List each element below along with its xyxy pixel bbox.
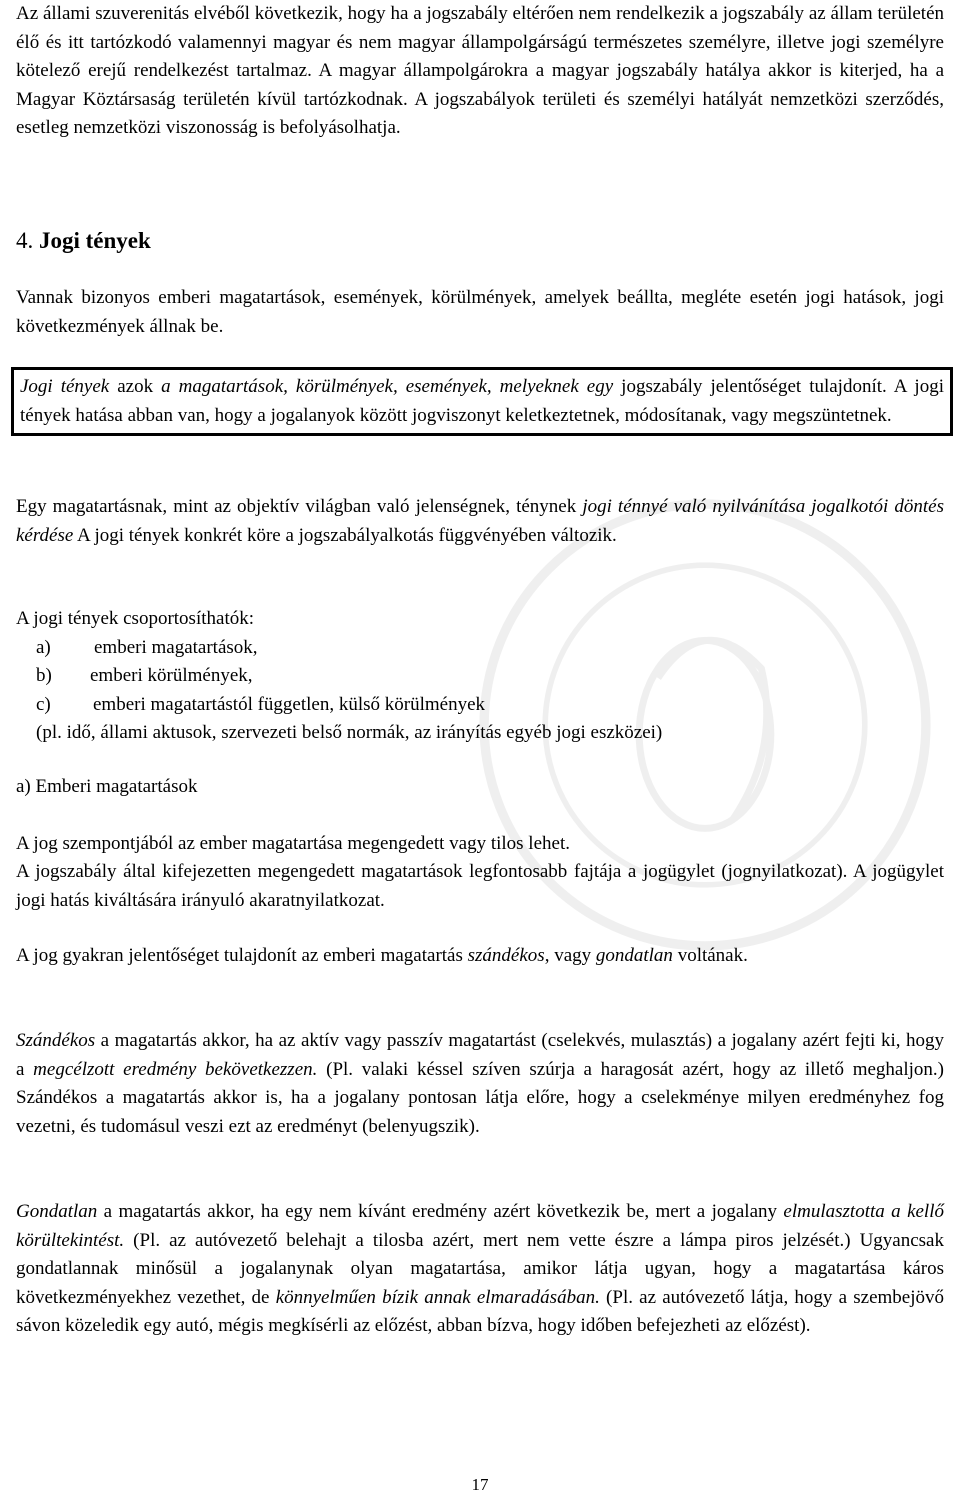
list-item: a) emberi magatartások, <box>36 636 258 658</box>
definition-box <box>11 367 953 436</box>
section-number: 4. <box>16 228 34 253</box>
intro-paragraph: Az állami szuverenitás elvéből következik, hogy ha a jogszabály eltérően nem rendelkezik a jogszabály az állam területén élő és itt tartózkodó valamennyi magyar és nem magyar állampolgárságú természetes személyre, illetve jogi személyre kötelező erejű rendelkezést tartalmaz. A magyar állampolgárokra a magyar jogszabály hatálya akkor is kiterjed, ha a Magyar Köztársaság területén kívül tartózkodnak. A jogszabályok területi és személyi hatályát nemzetközi szerződés, esetleg nemzetközi viszonosság is befolyásolhatja. <box>16 3 945 139</box>
gyakran-paragraph: A jog gyakran jelentőséget tulajdonít az emberi magatartás szándékos, vagy gondatlan voltának. <box>16 945 748 966</box>
szempont-paragraph: A jog szempontjából az ember magatartása megengedett vagy tilos lehet. <box>16 833 570 854</box>
jogugylet-paragraph: A jogszabály által kifejezetten megengedett magatartások legfontosabb fajtája a jogügylet (jognyilatkozat). A jogügylet jogi hatás kiváltására irányuló akaratnyilatkozat. <box>16 861 944 911</box>
list-item: b) emberi körülmények, <box>36 665 253 687</box>
definition-text: Jogi tények azok a magatartások, körülmények, események, melyeknek egy jogszabály jelentőséget tulajdonít. A jogi tények hatása abban van, hogy a jogalanyok között jogviszonyt keletkeztetnek, módosítanak, vagy megszüntetnek. <box>20 376 944 426</box>
list-note: (pl. idő, állami aktusok, szervezeti belső normák, az irányítás egyéb jogi eszközei) <box>36 722 663 744</box>
grouping-title: A jogi tények csoportosíthatók: <box>16 608 255 629</box>
grouping-list <box>16 605 944 748</box>
jogi-tenyek-intro-paragraph: Vannak bizonyos emberi magatartások, események, körülmények, amelyek beállta, megléte esetén jogi hatások, jogi következmények állnak be. <box>16 287 944 337</box>
magatartas-paragraph: Egy magatartásnak, mint az objektív világban való jelenségnek, ténynek jogi ténnyé való nyilvánítása jogalkotói döntés kérdése A jogi tények konkrét köre a jogszabályalkotás függvényében változik. <box>16 496 944 546</box>
gondatlan-paragraph: Gondatlan a magatartás akkor, ha egy nem kívánt eredmény azért következik be, mert a jogalany elmulasztotta a kellő körültekintést. (Pl. az autóvezető belehajt a tilosba azért, mert nem vette észre a lámpa piros jelzését.) Ugyancsak gondatlannak minősül a jogalanynak olyan magatartása, amikor látja ugyan, hogy a magatartása káros következményekhez vezethet, de könnyelműen bízik annak elmaradásában. (Pl. az autóvezető látja, hogy a szembejövő sávon közeledik egy autó, mégis megkísérli az előzést, abban bízva, hogy időben befejezheti az előzést). <box>16 1201 945 1337</box>
section-heading <box>16 227 151 255</box>
szandekos-paragraph: Szándékos a magatartás akkor, ha az aktív vagy passzív magatartást (cselekvés, mulasztás) a jogalany azért fejti ki, hogy a megcélzott eredmény bekövetkezzen. (Pl. valaki késsel szíven szúrja a haragosát azért, hogy az illető meghaljon.) Szándékos a magatartás akkor is, ha a jogalany pontosan látja előre, hogy a cselekménye milyen eredményhez fog vezetni, és tudomásul veszi ezt az eredményt (belenyugszik). <box>16 1030 944 1137</box>
page-number: 17 <box>471 1475 489 1494</box>
list-item: c) emberi magatartástól független, külső körülmények <box>36 693 486 715</box>
section-title: Jogi tények <box>39 228 151 253</box>
subheading: a) Emberi magatartások <box>16 776 198 797</box>
